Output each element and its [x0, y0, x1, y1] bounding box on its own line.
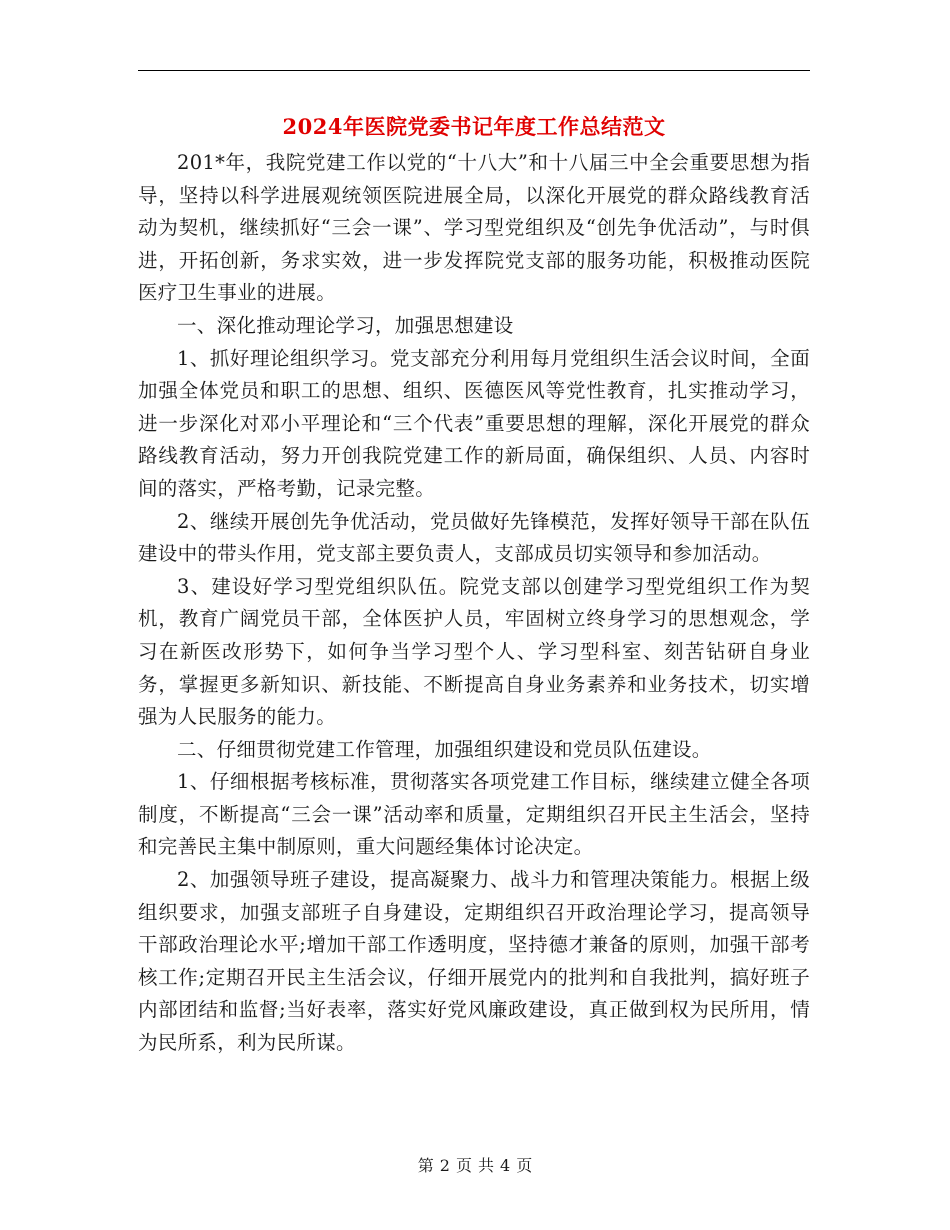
section-heading-2: 二、仔细贯彻党建工作管理，加强组织建设和党员队伍建设。	[177, 737, 712, 761]
paragraph-1-2: 2、继续开展创先争优活动，党员做好先锋模范，发挥好领导干部在队伍建设中的带头作用，党支部主要负责人，支部成员切实领导和参加活动。	[138, 509, 810, 566]
header-rule	[138, 70, 810, 71]
paragraph-2-1: 1、仔细根据考核标准，贯彻落实各项党建工作目标，继续建立健全各项制度，不断提高“三会一课”活动率和质量，定期组织召开民主生活会，坚持和完善民主集中制原则，重大问题经集体讨论决定。	[138, 770, 810, 859]
footer-total-label: 共	[478, 1156, 495, 1175]
document-body	[138, 147, 810, 1060]
paragraph-1-1: 1、抓好理论组织学习。党支部充分利用每月党组织生活会议时间，全面加强全体党员和职工的思想、组织、医德医风等党性教育，扎实推动学习，进一步深化对邓小平理论和“三个代表”重要思想的理解，深化开展党的群众路线教育活动，努力开创我院党建工作的新局面，确保组织、人员、内容时间的落实，严格考勤，记录完整。	[138, 346, 810, 500]
document-title: 2024年医院党委书记年度工作总结范文	[282, 114, 666, 139]
footer-page-label: 页	[455, 1156, 472, 1175]
footer-suffix: 页	[516, 1156, 533, 1175]
section-heading-1: 一、深化推动理论学习，加强思想建设	[177, 313, 514, 337]
footer-page-number: 2	[439, 1156, 450, 1175]
footer-prefix: 第	[417, 1156, 434, 1175]
paragraph-intro: 201*年，我院党建工作以党的“十八大”和十八届三中全会重要思想为指导，坚持以科学进展观统领医院进展全局，以深化开展党的群众路线教育活动为契机，继续抓好“三会一课”、学习型党组织及“创先争优活动”，与时俱进，开拓创新，务求实效，进一步发挥院党支部的服务功能，积极推动医院医疗卫生事业的进展。	[138, 151, 810, 305]
paragraph-2-2: 2、加强领导班子建设，提高凝聚力、战斗力和管理决策能力。根据上级组织要求，加强支部班子自身建设，定期组织召开政治理论学习，提高领导干部政治理论水平;增加干部工作透明度，坚持德才兼备的原则，加强干部考核工作;定期召开民主生活会议，仔细开展党内的批判和自我批判，搞好班子内部团结和监督;当好表率，落实好党风廉政建设，真正做到权为民所用，情为民所系，利为民所谋。	[138, 868, 810, 1055]
footer-total-pages: 4	[500, 1156, 511, 1175]
paragraph-1-3: 3、建设好学习型党组织队伍。院党支部以创建学习型党组织工作为契机，教育广阔党员干部，全体医护人员，牢固树立终身学习的思想观念，学习在新医改形势下，如何争当学习型个人、学习型科室、刻苦钻研自身业务，掌握更多新知识、新技能、不断提高自身业务素养和业务技术，切实增强为人民服务的能力。	[138, 574, 810, 729]
page-footer	[0, 1155, 950, 1177]
